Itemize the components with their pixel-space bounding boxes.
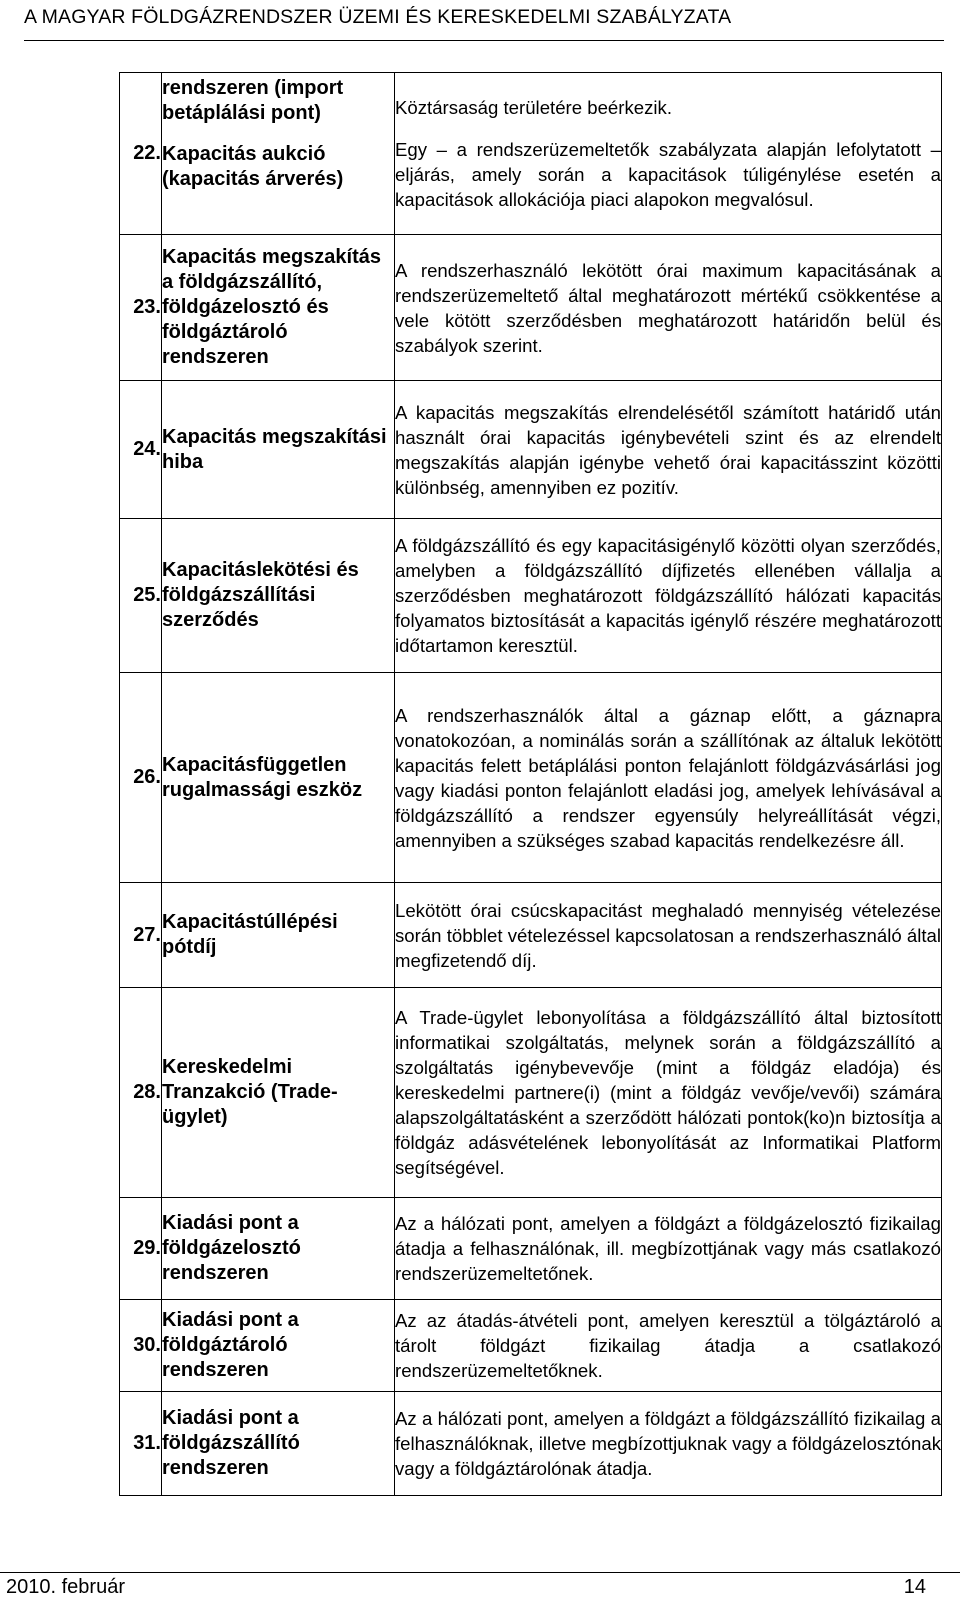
row-term: Kapacitáslekötési és földgázszállítási szerződés: [162, 519, 395, 673]
row-number: 31.: [120, 1392, 162, 1496]
definition-text: Egy – a rendszerüzemeltetők szabályzata alapján lefolytatott – eljárás, amely során a kapacitások túligénylése esetén a kapacitások allokációja piaci alapokon megvalósul.: [395, 139, 941, 210]
row-definition: Az a hálózati pont, amelyen a földgázt a földgázszállító fizikailag a felhasználóknak, illetve megbízottjuknak vagy a földgázelosztónak vagy a földgáztárolónak átadja.: [395, 1392, 942, 1496]
row-term: Kiadási pont a földgázelosztó rendszeren: [162, 1198, 395, 1300]
row-number: 23.: [120, 235, 162, 381]
document-header: A MAGYAR FÖLDGÁZRENDSZER ÜZEMI ÉS KERESKEDELMI SZABÁLYZATA: [24, 6, 732, 28]
definitions-table: [119, 72, 942, 1496]
table-row: [120, 235, 942, 381]
row-number: 29.: [120, 1198, 162, 1300]
row-definition: [395, 73, 942, 235]
table-row: [120, 883, 942, 988]
footer-date: 2010. február: [6, 1576, 125, 1598]
row-term: Kereskedelmi Tranzakció (Trade-ügylet): [162, 988, 395, 1198]
row-definition: A földgázszállító és egy kapacitásigénylő közötti olyan szerződés, amelyben a földgázszállító díjfizetés ellenében vállalja a szerződésben meghatározott földgázszállító hálózati kapacitás folyamatos biztosítását a kapacitás igénylő részére meghatározott időtartamon keresztül.: [395, 519, 942, 673]
table-row: [120, 73, 942, 235]
table-row: [120, 1300, 942, 1392]
table-row: [120, 1198, 942, 1300]
term-text: Kapacitás aukció (kapacitás árverés): [162, 143, 344, 190]
term-continuation: rendszeren (import betáplálási pont): [162, 77, 344, 124]
row-term: Kapacitásfüggetlen rugalmassági eszköz: [162, 673, 395, 883]
table-row: [120, 988, 942, 1198]
row-term: [162, 73, 395, 235]
page-number: 14: [903, 1576, 926, 1598]
row-definition: A rendszerhasználók által a gáznap előtt, a gáznapra vonatokozóan, a nominálás során a szállítónak az általuk lekötött kapacitás felett betáplálási ponton felajánlott földgázvásárlási jog vagy kiadási ponton felajánlott eladási jog, amelyek lehívásával a földgázszállító a rendszer egyensúly helyreállítását végzi, amennyiben a szükséges szabad kapacitás rendelkezésre áll.: [395, 673, 942, 883]
footer-divider: [0, 1572, 960, 1573]
row-definition: A rendszerhasználó lekötött órai maximum kapacitásának a rendszerüzemeltető által meghatározott mértékű csökkentése a vele kötött szerződésben meghatározott határidőn belül és szabályok szerint.: [395, 235, 942, 381]
table-row: [120, 1392, 942, 1496]
table-row: [120, 381, 942, 519]
row-number: 27.: [120, 883, 162, 988]
row-definition: Az az átadás-átvételi pont, amelyen keresztül a tölgáztároló a tárolt földgázt fizikailag átadja a csatlakozó rendszerüzemeltetőknek.: [395, 1300, 942, 1392]
table-row: [120, 673, 942, 883]
header-divider: [24, 40, 944, 41]
row-number: 28.: [120, 988, 162, 1198]
row-number: 25.: [120, 519, 162, 673]
row-term: Kapacitás megszakítási hiba: [162, 381, 395, 519]
row-definition: Lekötött órai csúcskapacitást meghaladó mennyiség vételezése során többlet vételezéssel kapcsolatosan a rendszerhasználó által megfizetendő díj.: [395, 883, 942, 988]
row-number: 22.: [120, 73, 162, 235]
row-definition: A kapacitás megszakítás elrendelésétől számított határidő után használt órai kapacitás igénybevételi szint és az elrendelt megszakítás alapján igénybe vehető órai kapacitásszint közötti különbség, amennyiben ez pozitív.: [395, 381, 942, 519]
row-number: 30.: [120, 1300, 162, 1392]
row-term: Kiadási pont a földgáztároló rendszeren: [162, 1300, 395, 1392]
row-number: 26.: [120, 673, 162, 883]
row-term: Kapacitás megszakítás a földgázszállító, földgázelosztó és földgáztároló rendszeren: [162, 235, 395, 381]
row-definition: Az a hálózati pont, amelyen a földgázt a földgázelosztó fizikailag átadja a felhasználónak, ill. megbízottjának vagy más csatlakozó rendszerüzemeltetőnek.: [395, 1198, 942, 1300]
definition-continuation: Köztársaság területére beérkezik.: [395, 97, 672, 118]
row-number: 24.: [120, 381, 162, 519]
row-term: Kapacitástúllépési pótdíj: [162, 883, 395, 988]
row-term: Kiadási pont a földgázszállító rendszeren: [162, 1392, 395, 1496]
row-definition: A Trade-ügylet lebonyolítása a földgázszállító által biztosított informatikai szolgáltatás, melynek során a földgázszállító a szolgáltatás igénybevevője (mint a földgáz eladója) és kereskedelmi partnere(i) (mint a földgáz vevője/vevői) számára alapszolgáltatásként a szerződött hálózati pontok(ko)n biztosítja a földgáz adásvételének lebonyolítását az Informatikai Platform segítségével.: [395, 988, 942, 1198]
table-row: [120, 519, 942, 673]
